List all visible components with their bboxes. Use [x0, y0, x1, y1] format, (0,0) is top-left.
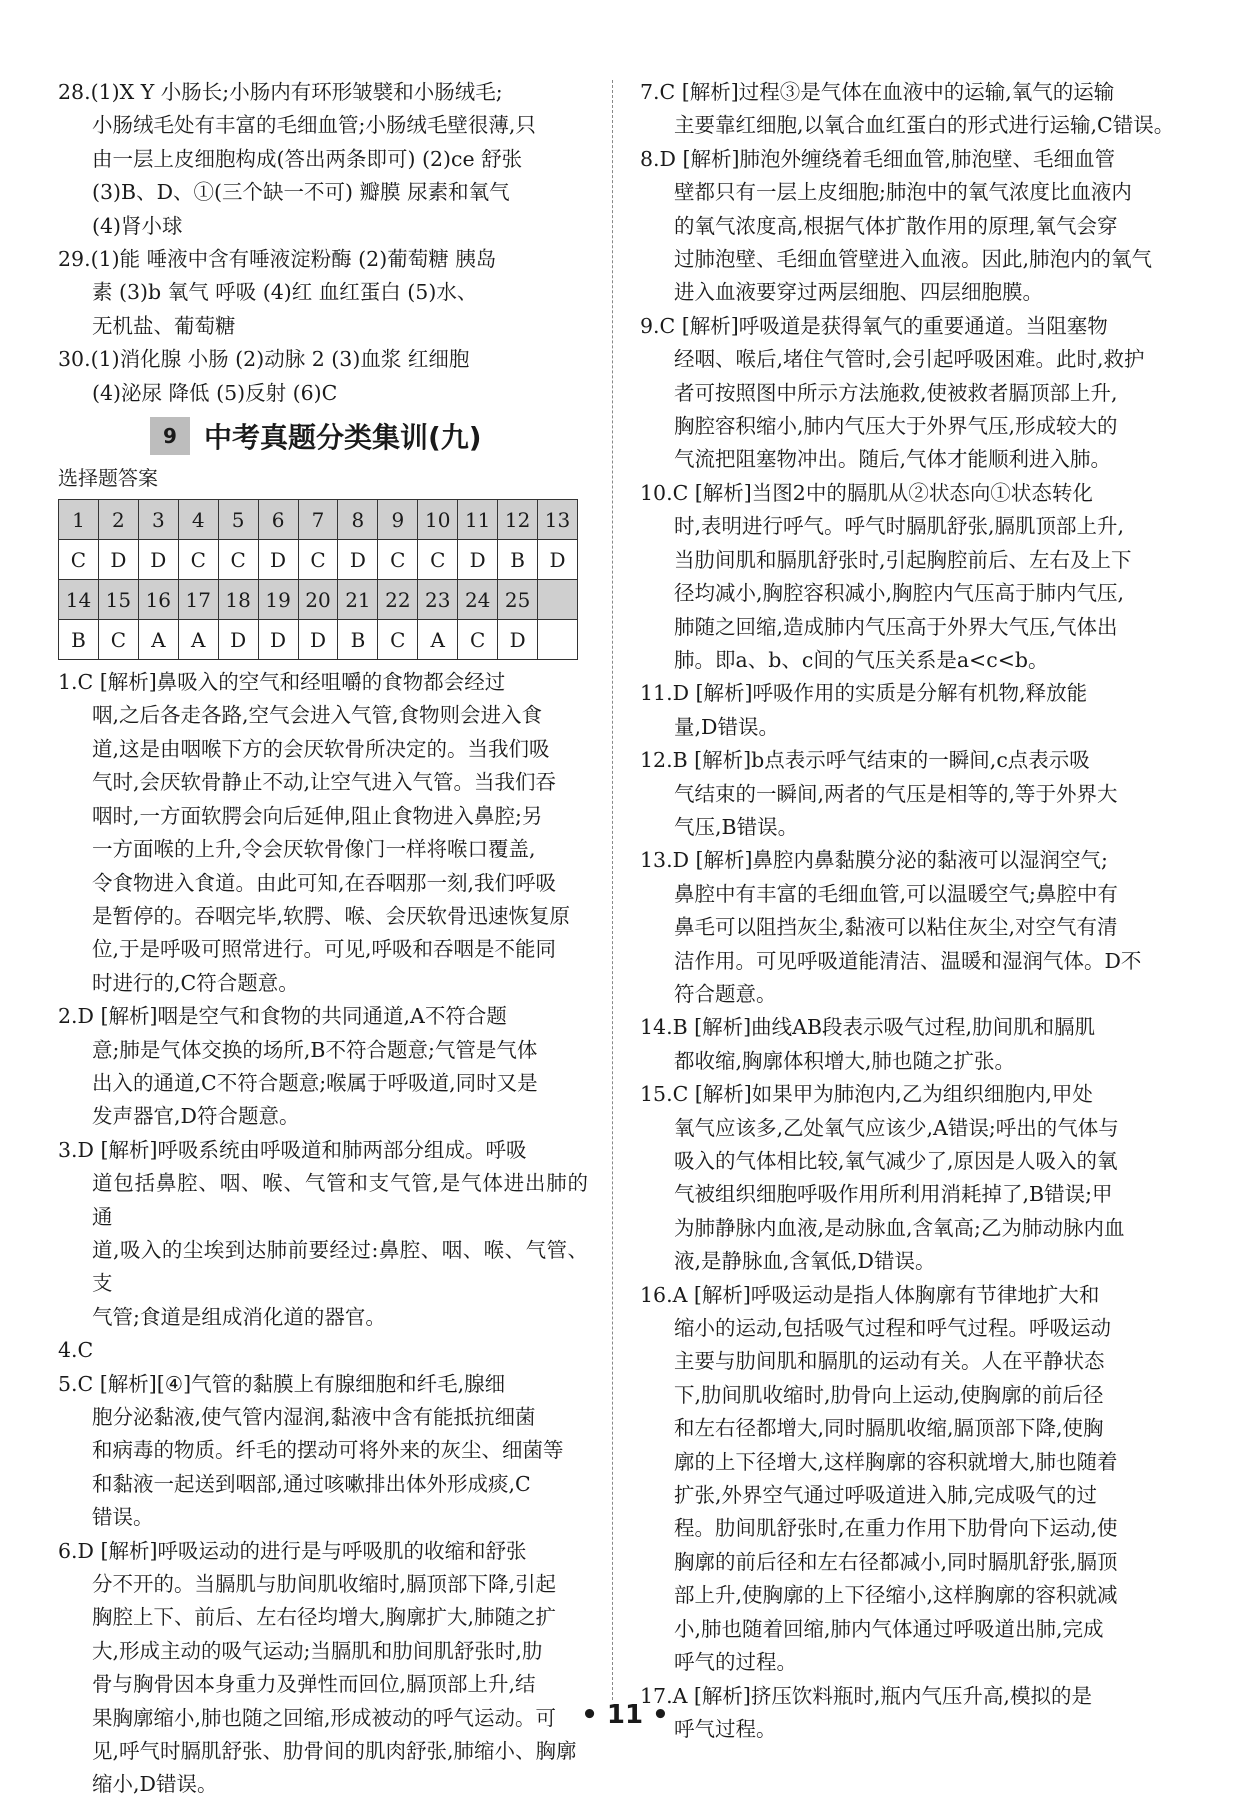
answer-table-cell: C [378, 620, 418, 660]
text-line: 下,肋间肌收缩时,肋骨向上运动,使胸廓的前后径 [674, 1382, 1104, 1407]
text-line: 小肠绒毛处有丰富的毛细血管;小肠绒毛壁很薄,只 [92, 113, 536, 138]
text-line: 16.A [解析]呼吸运动是指人体胸廓有节律地扩大和 [640, 1282, 1100, 1307]
text-line: 1.C [解析]鼻吸入的空气和经咀嚼的食物都会经过 [58, 670, 506, 695]
text-line: 廓的上下径增大,这样胸廓的容积就增大,肺也随着 [674, 1449, 1118, 1474]
text-line: 8.D [解析]肺泡外缠绕着毛细血管,肺泡壁、毛细血管 [640, 146, 1116, 171]
answer-table-cell: D [258, 620, 298, 660]
text-line: 道,吸入的尘埃到达肺前要经过:鼻腔、咽、喉、气管、支 [92, 1237, 588, 1296]
text-line: 一方面喉的上升,令会厌软骨像门一样将喉口覆盖, [92, 837, 536, 862]
answer-table-header-row [59, 500, 578, 540]
answer-table-cell: D [138, 540, 178, 580]
answer-table-cell: 8 [338, 500, 378, 540]
text-line: 位,于是呼吸可照常进行。可见,呼吸和吞咽是不能同 [92, 937, 557, 962]
answer-table-header-row [59, 580, 578, 620]
text-line: 咽时,一方面软腭会向后延伸,阻止食物进入鼻腔;另 [92, 803, 543, 828]
answer-table-cell [538, 580, 578, 620]
text-line: 鼻腔中有丰富的毛细血管,可以温暖空气;鼻腔中有 [674, 881, 1118, 906]
answer-table-cell: D [98, 540, 138, 580]
explanations-left [58, 666, 588, 1802]
text-line: 气时,会厌软骨静止不动,让空气进入气管。当我们吞 [92, 770, 557, 795]
answer-table-cell: D [218, 620, 258, 660]
text-line: 12.B [解析]b点表示呼气结束的一瞬间,c点表示吸 [640, 748, 1090, 773]
text-line: 胸廓的前后径和左右径都减小,同时膈肌舒张,膈顶 [674, 1549, 1118, 1574]
section-title: 中考真题分类集训(九) [204, 421, 482, 455]
text-line: 28.(1)X Y 小肠长;小肠内有环形皱襞和小肠绒毛; [58, 80, 503, 104]
text-line: 11.D [解析]呼吸作用的实质是分解有机物,释放能 [640, 681, 1088, 706]
text-line: 胞分泌黏液,使气管内湿润,黏液中含有能抵抗细菌 [92, 1405, 536, 1429]
answer-item [58, 666, 588, 1000]
text-line: 气被组织细胞呼吸作用所利用消耗掉了,B错误;甲 [674, 1182, 1113, 1207]
right-column [640, 76, 1180, 1746]
text-line: 道包括鼻腔、咽、喉、气管和支气管,是气体进出肺的通 [92, 1171, 588, 1229]
answer-table-cell: C [98, 620, 138, 660]
text-line: 呼气的过程。 [674, 1650, 797, 1675]
text-line: 道,这是由咽喉下方的会厌软骨所决定的。当我们吸 [92, 736, 550, 761]
answer-item [58, 343, 588, 410]
text-line: 壁都只有一层上皮细胞;肺泡中的氧气浓度比血液内 [674, 180, 1132, 205]
answer-table-cell: C [59, 540, 99, 580]
text-line: 扩张,外界空气通过呼吸道进入肺,完成吸气的过 [674, 1483, 1098, 1508]
answer-table-cell: A [418, 620, 458, 660]
answer-item [640, 677, 1180, 744]
section-number-badge: 9 [150, 417, 190, 455]
answer-table-cell: 7 [298, 500, 338, 540]
answer-table-cell: 15 [98, 580, 138, 620]
answer-item [58, 76, 588, 243]
answer-item [640, 76, 1180, 143]
answer-table-cell: 11 [458, 500, 498, 540]
answer-item [58, 1134, 588, 1334]
answer-table [58, 499, 578, 660]
text-line: 是暂停的。吞咽完毕,软腭、喉、会厌软骨迅速恢复原 [92, 903, 571, 928]
answer-table-cell: 23 [418, 580, 458, 620]
text-line: 17.A [解析]挤压饮料瓶时,瓶内气压升高,模拟的是 [640, 1683, 1092, 1708]
text-line: 30.(1)消化腺 小肠 (2)动脉 2 (3)血浆 红细胞 [58, 347, 470, 372]
answer-table-cell [538, 620, 578, 660]
text-line: 呼气过程。 [674, 1716, 777, 1741]
text-line: (3)B、D、①(三个缺一不可) 瓣膜 尿素和氧气 [92, 180, 510, 205]
text-line: 无机盐、葡萄糖 [92, 313, 236, 338]
text-line: 主要靠红细胞,以氧合血红蛋白的形式进行运输,C错误。 [674, 113, 1175, 138]
text-line: 液,是静脉血,含氧低,D错误。 [674, 1249, 936, 1274]
text-line: 由一层上皮细胞构成(答出两条即可) (2)ce 舒张 [92, 146, 523, 171]
answer-item [640, 310, 1180, 477]
text-line: 和病毒的物质。纤毛的摆动可将外来的灰尘、细菌等 [92, 1438, 564, 1463]
answer-table-cell: 25 [498, 580, 538, 620]
answer-table-cell: 3 [138, 500, 178, 540]
text-line: 进入血液要穿过两层细胞、四层细胞膜。 [674, 280, 1043, 305]
text-line: 气结束的一瞬间,两者的气压是相等的,等于外界大 [674, 781, 1118, 806]
text-line: 和左右径都增大,同时膈肌收缩,膈顶部下降,使胸 [674, 1416, 1104, 1441]
answer-table-cell: 21 [338, 580, 378, 620]
answer-table-cell: 13 [538, 500, 578, 540]
text-line: 径均减小,胸腔容积减小,胸腔内气压高于肺内气压, [674, 581, 1125, 606]
text-line: 7.C [解析]过程③是气体在血液中的运输,氧气的运输 [640, 80, 1115, 104]
answer-table-cell: 20 [298, 580, 338, 620]
answer-table-cell: 10 [418, 500, 458, 540]
answer-table-cell: D [538, 540, 578, 580]
text-line: 量,D错误。 [674, 714, 779, 739]
text-line: 气管;食道是组成消化道的器官。 [92, 1304, 386, 1329]
text-line: 缩小,D错误。 [92, 1772, 218, 1797]
text-line: 令食物进入食道。由此可知,在吞咽那一刻,我们呼吸 [92, 870, 557, 895]
text-line: 4.C [58, 1338, 94, 1363]
text-line: 气压,B错误。 [674, 814, 799, 839]
left-column [58, 76, 588, 1802]
answer-table-cell: A [138, 620, 178, 660]
text-line: 肺。即a、b、c间的气压关系是a<c<b。 [674, 647, 1049, 672]
text-line: 意;肺是气体交换的场所,B不符合题意;气管是气体 [92, 1037, 538, 1062]
answer-item [640, 477, 1180, 677]
text-line: 洁作用。可见呼吸道能清洁、温暖和湿润气体。D不 [674, 948, 1142, 973]
text-line: 胸腔上下、前后、左右径均增大,胸廓扩大,肺随之扩 [92, 1605, 557, 1630]
text-line: 2.D [解析]咽是空气和食物的共同通道,A不符合题 [58, 1004, 507, 1029]
text-line: 时,表明进行呼气。呼气时膈肌舒张,膈肌顶部上升, [674, 514, 1125, 539]
text-line: 经咽、喉后,堵住气管时,会引起呼吸困难。此时,救护 [674, 347, 1145, 372]
text-line: 当肋间肌和膈肌舒张时,引起胸腔前后、左右及上下 [674, 547, 1132, 572]
text-line: 胸腔容积缩小,肺内气压大于外界气压,形成较大的 [674, 414, 1118, 439]
answer-table-cell: A [178, 620, 218, 660]
answer-item [58, 1000, 588, 1134]
answer-item [640, 1279, 1180, 1680]
text-line: 主要与肋间肌和膈肌的运动有关。人在平静状态 [674, 1349, 1105, 1374]
answer-table-cell: 16 [138, 580, 178, 620]
page-number: • 11 • [581, 1700, 669, 1730]
answer-item [640, 143, 1180, 310]
answer-table-cell: C [458, 620, 498, 660]
answer-table-cell: D [498, 620, 538, 660]
answer-item [640, 1078, 1180, 1278]
text-line: 时进行的,C符合题意。 [92, 970, 299, 995]
answer-item [58, 1535, 588, 1802]
text-line: 氧气应该多,乙处氧气应该少,A错误;呼出的气体与 [674, 1115, 1119, 1140]
text-line: 肺随之回缩,造成肺内气压高于外界大气压,气体出 [674, 614, 1118, 639]
answer-table-cell: 17 [178, 580, 218, 620]
answer-item [58, 1368, 588, 1535]
answer-table-cell: 24 [458, 580, 498, 620]
text-line: (4)肾小球 [92, 213, 183, 238]
text-line: 小,肺也随着回缩,肺内气体通过呼吸道出肺,完成 [674, 1616, 1104, 1641]
text-line: 咽,之后各走各路,空气会进入气管,食物则会进入食 [92, 703, 543, 728]
answer-item [58, 1334, 588, 1367]
answer-table-cell: 5 [218, 500, 258, 540]
answer-table-cell: 6 [258, 500, 298, 540]
answer-table-cell: C [178, 540, 218, 580]
text-line: 见,呼气时膈肌舒张、肋骨间的肌肉舒张,肺缩小、胸廓 [92, 1739, 577, 1764]
answer-table-cell: C [218, 540, 258, 580]
text-line: 都收缩,胸廓体积增大,肺也随之扩张。 [674, 1048, 1016, 1073]
text-line: 过肺泡壁、毛细血管壁进入血液。因此,肺泡内的氧气 [674, 247, 1153, 272]
text-line: 为肺静脉内血液,是动脉血,含氧高;乙为肺动脉内血 [674, 1215, 1125, 1240]
text-line: 气流把阻塞物冲出。随后,气体才能顺利进入肺。 [674, 447, 1112, 472]
text-line: 鼻毛可以阻挡灰尘,黏液可以粘住灰尘,对空气有清 [674, 915, 1118, 940]
text-line: 和黏液一起送到咽部,通过咳嗽排出体外形成痰,C [92, 1471, 531, 1496]
answer-table-answer-row [59, 620, 578, 660]
text-line: 的氧气浓度高,根据气体扩散作用的原理,氧气会穿 [674, 213, 1118, 238]
text-line: 14.B [解析]曲线AB段表示吸气过程,肋间肌和膈肌 [640, 1015, 1096, 1040]
text-line: 者可按照图中所示方法施救,使被救者膈顶部上升, [674, 380, 1118, 405]
text-line: 分不开的。当膈肌与肋间肌收缩时,膈顶部下降,引起 [92, 1572, 557, 1597]
answer-table-cell: B [498, 540, 538, 580]
text-line: 部上升,使胸廓的上下径缩小,这样胸廓的容积就减 [674, 1583, 1118, 1608]
text-line: (4)泌尿 降低 (5)反射 (6)C [92, 380, 338, 405]
answer-table-cell: 1 [59, 500, 99, 540]
text-line: 5.C [解析][④]气管的黏膜上有腺细胞和纤毛,腺细 [58, 1371, 506, 1396]
answer-table-cell: 18 [218, 580, 258, 620]
section-heading [150, 414, 588, 458]
answer-table-cell: D [298, 620, 338, 660]
answer-table-cell: 22 [378, 580, 418, 620]
answer-table-cell: C [418, 540, 458, 580]
text-line: 15.C [解析]如果甲为肺泡内,乙为组织细胞内,甲处 [640, 1082, 1093, 1107]
text-line: 13.D [解析]鼻腔内鼻黏膜分泌的黏液可以湿润空气; [640, 848, 1108, 873]
answer-item [640, 844, 1180, 1011]
answer-table-cell: D [258, 540, 298, 580]
section-subtitle: 选择题答案 [58, 466, 158, 491]
answer-table-cell: 4 [178, 500, 218, 540]
answer-table-cell: D [338, 540, 378, 580]
answer-table-cell: B [338, 620, 378, 660]
explanations-right [640, 76, 1180, 1746]
answers-27-30 [58, 76, 588, 410]
answer-table-cell: 2 [98, 500, 138, 540]
text-line: 10.C [解析]当图2中的膈肌从②状态向①状态转化 [640, 480, 1093, 505]
answer-table-cell: D [458, 540, 498, 580]
answer-table-cell: 9 [378, 500, 418, 540]
text-line: 果胸廓缩小,肺也随之回缩,形成被动的呼气运动。可 [92, 1705, 557, 1730]
text-line: 29.(1)能 唾液中含有唾液淀粉酶 (2)葡萄糖 胰岛 [58, 247, 497, 272]
answer-table-cell: C [378, 540, 418, 580]
answer-item [640, 744, 1180, 844]
text-line: 6.D [解析]呼吸运动的进行是与呼吸肌的收缩和舒张 [58, 1538, 527, 1563]
text-line: 符合题意。 [674, 981, 777, 1006]
answer-item [640, 1011, 1180, 1078]
text-line: 发声器官,D符合题意。 [92, 1104, 300, 1129]
text-line: 骨与胸骨因本身重力及弹性而回位,膈顶部上升,结 [92, 1672, 536, 1697]
text-line: 大,形成主动的吸气运动;当膈肌和肋间肌舒张时,肋 [92, 1638, 543, 1663]
column-divider [612, 80, 613, 1700]
answer-table-cell: 14 [59, 580, 99, 620]
answer-table-cell: 19 [258, 580, 298, 620]
text-line: 吸入的气体相比较,氧气减少了,原因是人吸入的氧 [674, 1149, 1118, 1173]
text-line: 素 (3)b 氧气 呼吸 (4)红 血红蛋白 (5)水、 [92, 280, 478, 305]
answer-table-answer-row [59, 540, 578, 580]
answer-item [58, 243, 588, 343]
text-line: 缩小的运动,包括吸气过程和呼气过程。呼吸运动 [674, 1316, 1112, 1341]
answer-table-cell: C [298, 540, 338, 580]
text-line: 程。肋间肌舒张时,在重力作用下肋骨向下运动,使 [674, 1516, 1118, 1541]
text-line: 出入的通道,C不符合题意;喉属于呼吸道,同时又是 [92, 1070, 538, 1095]
text-line: 3.D [解析]呼吸系统由呼吸道和肺两部分组成。呼吸 [58, 1137, 527, 1162]
answer-table-cell: 12 [498, 500, 538, 540]
text-line: 9.C [解析]呼吸道是获得氧气的重要通道。当阻塞物 [640, 313, 1108, 338]
answer-table-cell: B [59, 620, 99, 660]
text-line: 错误。 [92, 1505, 154, 1530]
